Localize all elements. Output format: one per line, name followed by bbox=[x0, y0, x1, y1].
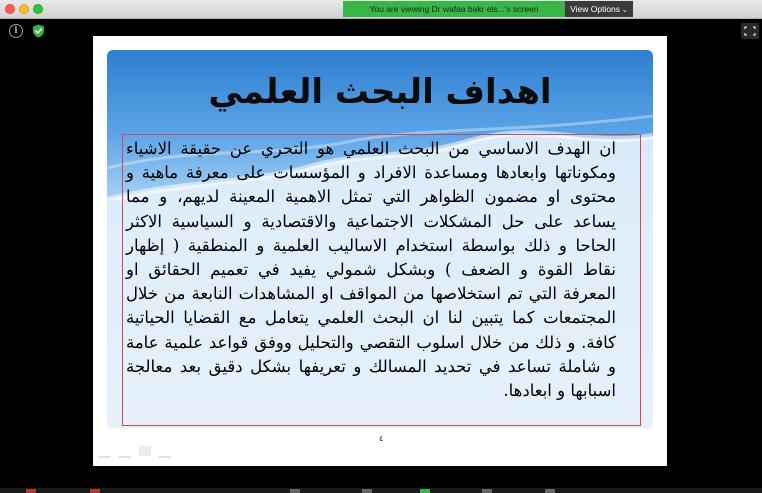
meeting-toolbar-edge bbox=[0, 488, 762, 493]
toolbar-icon-green[interactable] bbox=[420, 489, 430, 493]
toolbar-icon-red-2[interactable] bbox=[90, 489, 100, 493]
pen-icon[interactable] bbox=[119, 446, 131, 458]
toolbar-icon-gray-2[interactable] bbox=[362, 489, 372, 493]
toolbar-icon-gray-4[interactable] bbox=[545, 489, 555, 493]
fullscreen-icon[interactable] bbox=[741, 23, 759, 39]
slide-toolbar bbox=[99, 446, 171, 458]
toolbar-icon-gray-1[interactable] bbox=[290, 489, 300, 493]
slides-grid-icon[interactable] bbox=[139, 446, 151, 456]
minimize-window-button[interactable] bbox=[19, 4, 29, 14]
next-slide-icon[interactable] bbox=[159, 446, 171, 458]
screen-share-banner: You are viewing Dr wafaa bakr els...'s screen bbox=[343, 1, 565, 17]
prev-slide-icon[interactable] bbox=[99, 446, 111, 458]
slide-body-text: ان الهدف الاساسي من البحث العلمي هو التحري عن حقيقة الاشياء ومكوناتها وابعادها ومساعدة الافراد و المؤسسات على معرفة ماهية و محتوى او مضمون الظواهر التي تمثل الاهمية المعينة لديهم، و مما يساعد على حل المشكلات الاجتماعية والاقتصادية و السياسية الاكثر الحاحا و ذلك بواسطة استخدام الاساليب العلمية و المنطقية ( إظهار نقاط القوة و الضعف ) وبشكل شمولي يفيد في تعميم الحقائق او المعرفة التي تم استخلاصها من المواقف او المشاهدات النابعة من خلال المجتمعات كما يتبين لنا ان البحث العلمي يتعامل مع القضايا الحياتية كافة. و ذلك من خلال اسلوب التقصي والتحليل ووفق قواعد علمية عامة و شاملة تساعد في تحديد المسالك و تعريفها بشكل دقيق بعد معالجة اسبابها و ابعادها. bbox=[126, 139, 616, 401]
toolbar-icon-red-1[interactable] bbox=[26, 489, 36, 493]
chevron-down-icon: ⌄ bbox=[622, 7, 628, 14]
info-icon[interactable]: i bbox=[9, 24, 23, 38]
close-window-button[interactable] bbox=[5, 4, 15, 14]
slide-title: اهداف البحث العلمي bbox=[208, 72, 552, 112]
shield-check-icon[interactable] bbox=[32, 24, 45, 38]
view-options-button[interactable] bbox=[565, 1, 633, 17]
toolbar-icon-gray-3[interactable] bbox=[482, 489, 492, 493]
shared-slide bbox=[93, 36, 667, 466]
slide-page-marker: ٤ bbox=[379, 434, 384, 443]
maximize-window-button[interactable] bbox=[33, 4, 43, 14]
window-titlebar bbox=[0, 0, 762, 19]
view-options-label: View Options bbox=[570, 4, 621, 14]
